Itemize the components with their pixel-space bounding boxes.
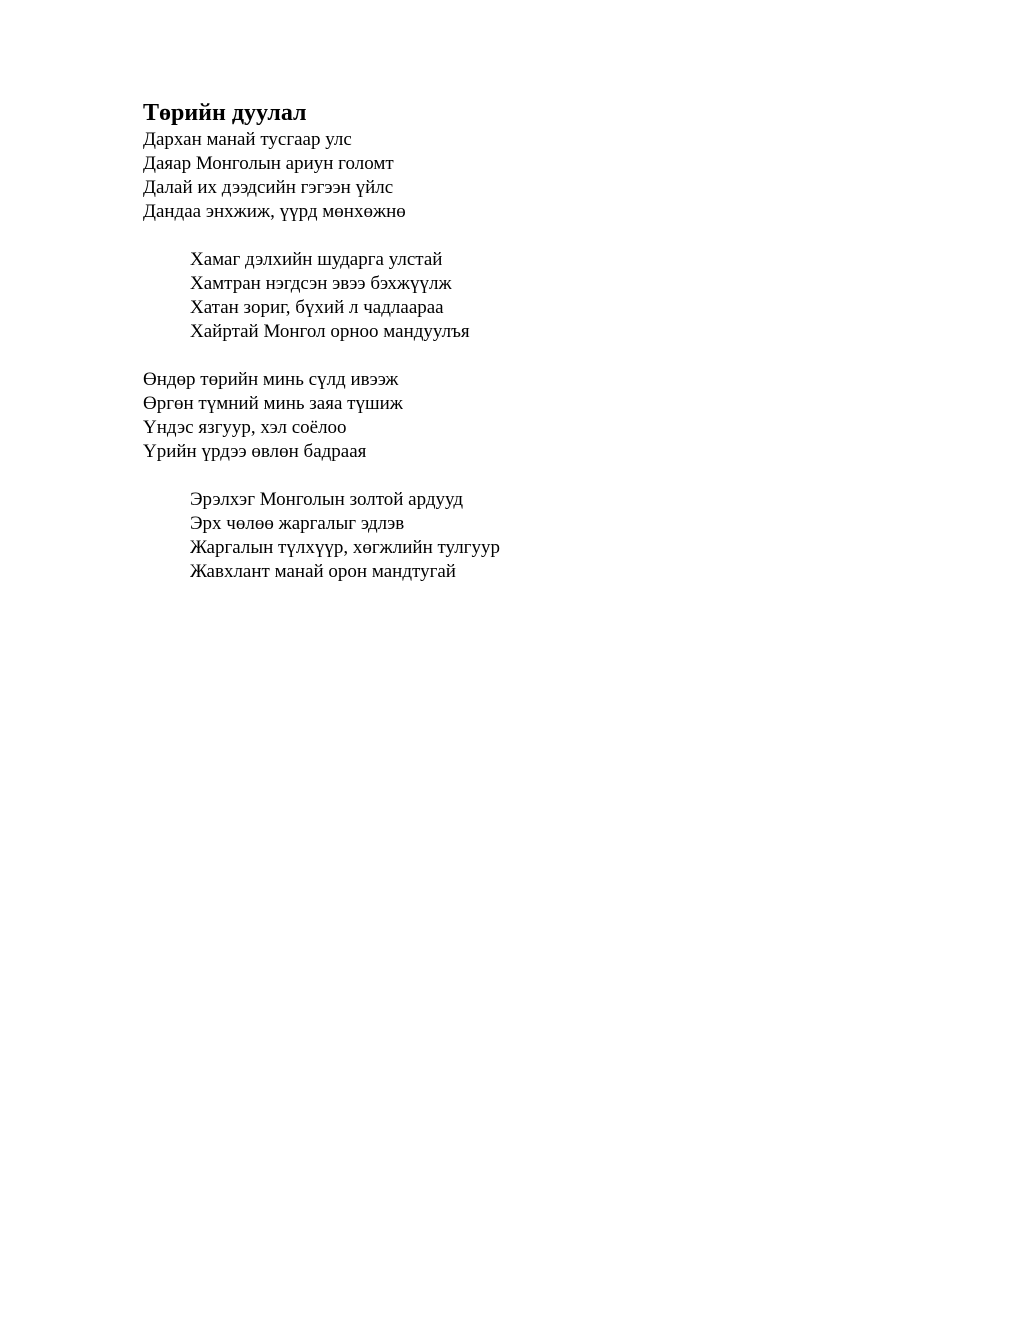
verse-line: Хатан зориг, бүхий л чадлаараа (190, 297, 444, 318)
stanza-spacer (143, 224, 903, 248)
verse-line: Дархан манай тусгаар улс (143, 129, 352, 150)
verse-line: Өндөр төрийн минь сүлд ивээж (143, 369, 399, 390)
stanza-spacer (143, 344, 903, 368)
verse-line: Далай их дээдсийн гэгээн үйлс (143, 177, 394, 198)
verse-line: Хамаг дэлхийн шударга улстай (190, 249, 443, 270)
verse-line: Дандаа энхжиж, үүрд мөнхөжнө (143, 201, 406, 222)
stanza-4 (143, 488, 903, 584)
verse-line: Эрэлхэг Монголын золтой ардууд (190, 489, 463, 510)
stanza-2 (143, 248, 903, 344)
verse-line: Үндэс язгуур, хэл соёлоо (143, 417, 347, 438)
verse-line: Эрх чөлөө жаргалыг эдлэв (190, 513, 405, 534)
verse-line: Үрийн үрдээ өвлөн бадраая (143, 441, 367, 462)
verse-line: Хамтран нэгдсэн эвээ бэхжүүлж (190, 273, 452, 294)
verse-line: Даяар Монголын ариун голомт (143, 153, 394, 174)
document-title: Төрийн дуулал (143, 100, 307, 126)
verse-line: Өргөн түмний минь заяа түшиж (143, 393, 403, 414)
verse-line: Хайртай Монгол орноо мандуулъя (190, 321, 470, 342)
verse-line: Жавхлант манай орон мандтугай (190, 561, 456, 582)
stanza-3 (143, 368, 903, 464)
stanza-spacer (143, 464, 903, 488)
stanza-1 (143, 128, 903, 224)
document-body (143, 98, 903, 584)
verse-line: Жаргалын түлхүүр, хөгжлийн тулгуур (190, 537, 500, 558)
